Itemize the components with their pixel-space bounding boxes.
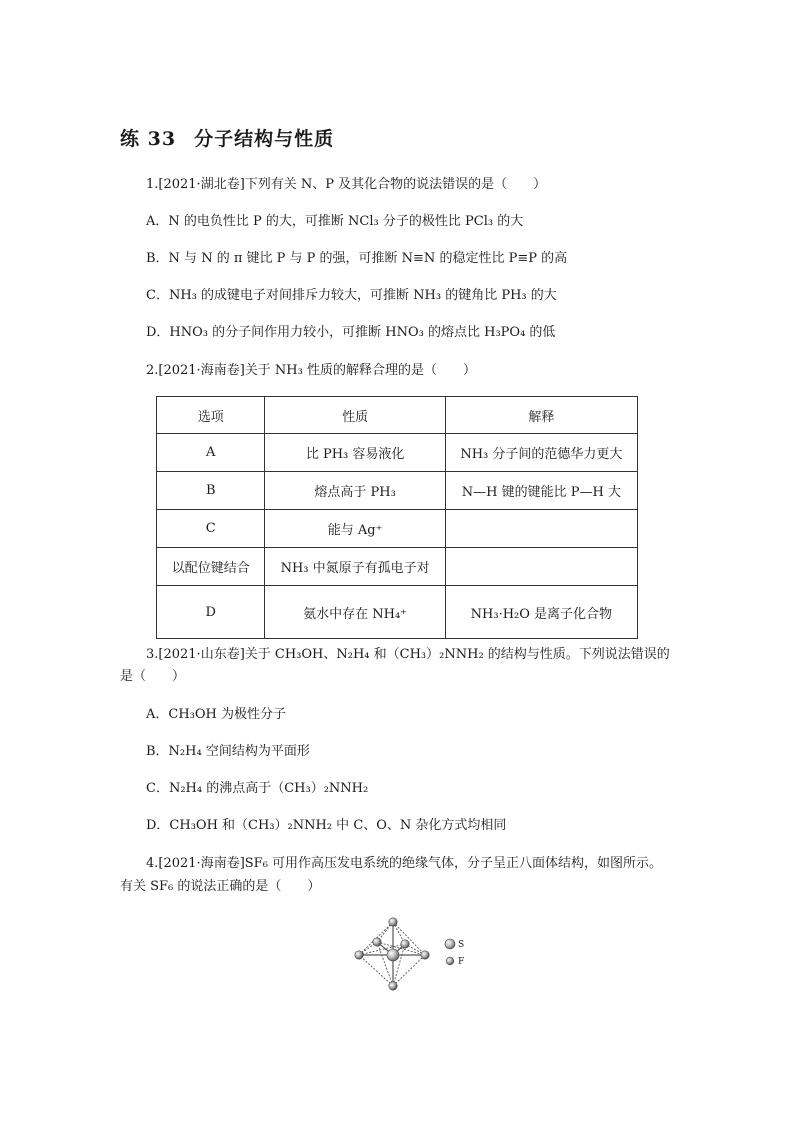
- f-atom: [355, 951, 363, 959]
- legend-s-ball: [445, 939, 455, 949]
- table-cell: NH₃·H₂O 是离子化合物: [445, 586, 637, 639]
- q3-option-d: D．CH₃OH 和（CH₃）₂NNH₂ 中 C、O、N 杂化方式均相同: [146, 818, 507, 833]
- table-header-cell: 性质: [265, 397, 445, 434]
- table-cell: NH₃ 分子间的范德华力更大: [445, 434, 637, 472]
- table-cell: C: [157, 510, 265, 548]
- legend-f-ball: [446, 957, 454, 965]
- f-atom: [401, 940, 409, 948]
- q2-table: [156, 396, 638, 639]
- q1-option-a: A．N 的电负性比 P 的大，可推断 NCl₃ 分子的极性比 PCl₃ 的大: [146, 214, 524, 229]
- f-atom: [421, 951, 429, 959]
- q1-option-d: D．HNO₃ 的分子间作用力较小，可推断 HNO₃ 的熔点比 H₃PO₄ 的低: [146, 325, 556, 340]
- legend-s-label: S: [458, 940, 465, 950]
- table-cell: N—H 键的键能比 P—H 大: [445, 472, 637, 510]
- q1-stem: 1.[2021·湖北卷]下列有关 N、P 及其化合物的说法错误的是（ ）: [146, 177, 547, 192]
- page-title: [120, 124, 334, 151]
- table-cell: 比 PH₃ 容易液化: [265, 434, 445, 472]
- q3-stem-line2: 是（ ）: [120, 669, 186, 684]
- q4-stem-line2: 有关 SF₆ 的说法正确的是（ ）: [120, 879, 321, 894]
- f-atom: [373, 938, 381, 946]
- f-atom: [389, 918, 397, 926]
- table-cell: A: [157, 434, 265, 472]
- title-number: 练 33: [120, 128, 177, 150]
- table-cell: [445, 548, 637, 586]
- table-cell: 熔点高于 PH₃: [265, 472, 445, 510]
- q3-option-a: A．CH₃OH 为极性分子: [146, 707, 287, 722]
- sf6-octahedron-diagram: [350, 912, 480, 994]
- table-header-row: [157, 397, 638, 434]
- table-row: [157, 434, 638, 472]
- table-cell: 以配位键结合: [157, 548, 265, 586]
- q4-stem-line1: 4.[2021·海南卷]SF₆ 可用作高压发电系统的绝缘气体，分子呈正八面体结构，如图所示。: [146, 856, 663, 871]
- title-text: 分子结构与性质: [194, 128, 335, 150]
- table-row: [157, 472, 638, 510]
- table-cell: 能与 Ag⁺: [265, 510, 445, 548]
- table-row: [157, 548, 638, 586]
- table-header-cell: 选项: [157, 397, 265, 434]
- table-cell: NH₃ 中氮原子有孤电子对: [265, 548, 445, 586]
- table-row: [157, 586, 638, 639]
- q3-stem-line1: 3.[2021·山东卷]关于 CH₃OH、N₂H₄ 和（CH₃）₂NNH₂ 的结构与性质。下列说法错误的: [146, 647, 670, 662]
- f-atom: [389, 982, 397, 990]
- table-cell: D: [157, 586, 265, 639]
- q1-option-c: C．NH₃ 的成键电子对间排斥力较大，可推断 NH₃ 的键角比 PH₃ 的大: [146, 288, 557, 303]
- table-row: [157, 510, 638, 548]
- legend-f-label: F: [458, 957, 465, 967]
- table-header-cell: 解释: [445, 397, 637, 434]
- table-cell: B: [157, 472, 265, 510]
- table-cell: [445, 510, 637, 548]
- q2-stem: 2.[2021·海南卷]关于 NH₃ 性质的解释合理的是（ ）: [146, 363, 476, 378]
- q3-option-c: C．N₂H₄ 的沸点高于（CH₃）₂NNH₂: [146, 781, 369, 796]
- q1-option-b: B．N 与 N 的 π 键比 P 与 P 的强，可推断 N≡N 的稳定性比 P≡P 的高: [146, 251, 568, 266]
- s-atom: [387, 949, 399, 961]
- table-cell: 氨水中存在 NH₄⁺: [265, 586, 445, 639]
- q3-option-b: B．N₂H₄ 空间结构为平面形: [146, 744, 310, 759]
